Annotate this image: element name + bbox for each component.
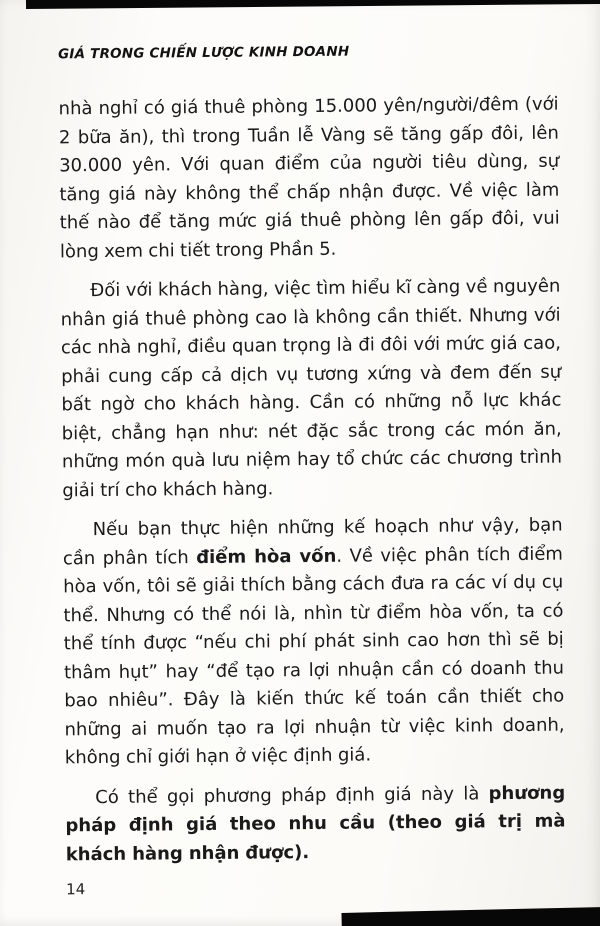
paragraph-4 bbox=[65, 779, 566, 869]
text-run: nhà nghỉ có giá thuê phòng 15.000 yên/người/đêm (với 2 bữa ăn), thì trong Tuần lễ Vàng sẽ tăng gấp đôi, lên 30.000 yên. Với quan điểm của người tiêu dùng, sự tăng giá này không thể chấp nhận được. Về việc làm thế nào để tăng mức giá thuê phòng lên gấp đôi, vui lòng xem chi tiết trong Phần 5. bbox=[58, 93, 560, 262]
paragraph-1 bbox=[58, 91, 560, 267]
page-body bbox=[58, 91, 565, 870]
paragraph-2 bbox=[60, 273, 562, 506]
text-run: Nếu bạn thực hiện những kế hoạch như vậy, bạn cần phân tích bbox=[62, 514, 563, 569]
running-header: GIÁ TRONG CHIẾN LƯỢC KINH DOANH bbox=[58, 43, 350, 63]
text-run: . Về việc phân tích điểm hòa vốn, tôi sẽ giải thích bằng cách đưa ra các ví dụ cụ thể. Nhưng có thể nói là, nhìn từ điểm hòa vốn, ta có thể tính được “nếu chi phí phát sinh cao hơn thì sẽ bị thâm hụt” hay “để tạo ra lợi nhuận cần có doanh thu bao nhiêu”. Đây là kiến thức kế toán cần thiết cho những ai muốn tạo ra lợi nhuận từ việc kinh doanh, không chỉ giới hạn ở việc định giá. bbox=[63, 543, 565, 769]
text-run: Đối với khách hàng, việc tìm hiểu kĩ càng về nguyên nhân giá thuê phòng cao là không cần thiết. Nhưng với các nhà nghỉ, điều quan trọng là đi đôi với mức giá cao, phải cung cấp cả dịch vụ tương xứng và đem đến sự bất ngờ cho khách hàng. Cần có những nỗ lực khác biệt, chẳng hạn như: nét đặc sắc trong các món ăn, những món quà lưu niệm hay tổ chức các chương trình giải trí cho khách hàng. bbox=[60, 275, 563, 501]
text-run-bold: điểm hòa vốn bbox=[196, 545, 337, 568]
page-number: 14 bbox=[66, 880, 86, 899]
paragraph-3 bbox=[63, 512, 565, 773]
page-content bbox=[58, 42, 566, 899]
scan-edge-bottom-right bbox=[341, 907, 600, 926]
text-run: Có thể gọi phương pháp định giá này là bbox=[95, 782, 489, 808]
scan-edge-top bbox=[26, 0, 600, 9]
text-run-bold: phương pháp định giá theo nhu cầu (theo giá trị mà khách hàng nhận được) bbox=[65, 782, 566, 865]
text-run: . bbox=[302, 841, 310, 863]
